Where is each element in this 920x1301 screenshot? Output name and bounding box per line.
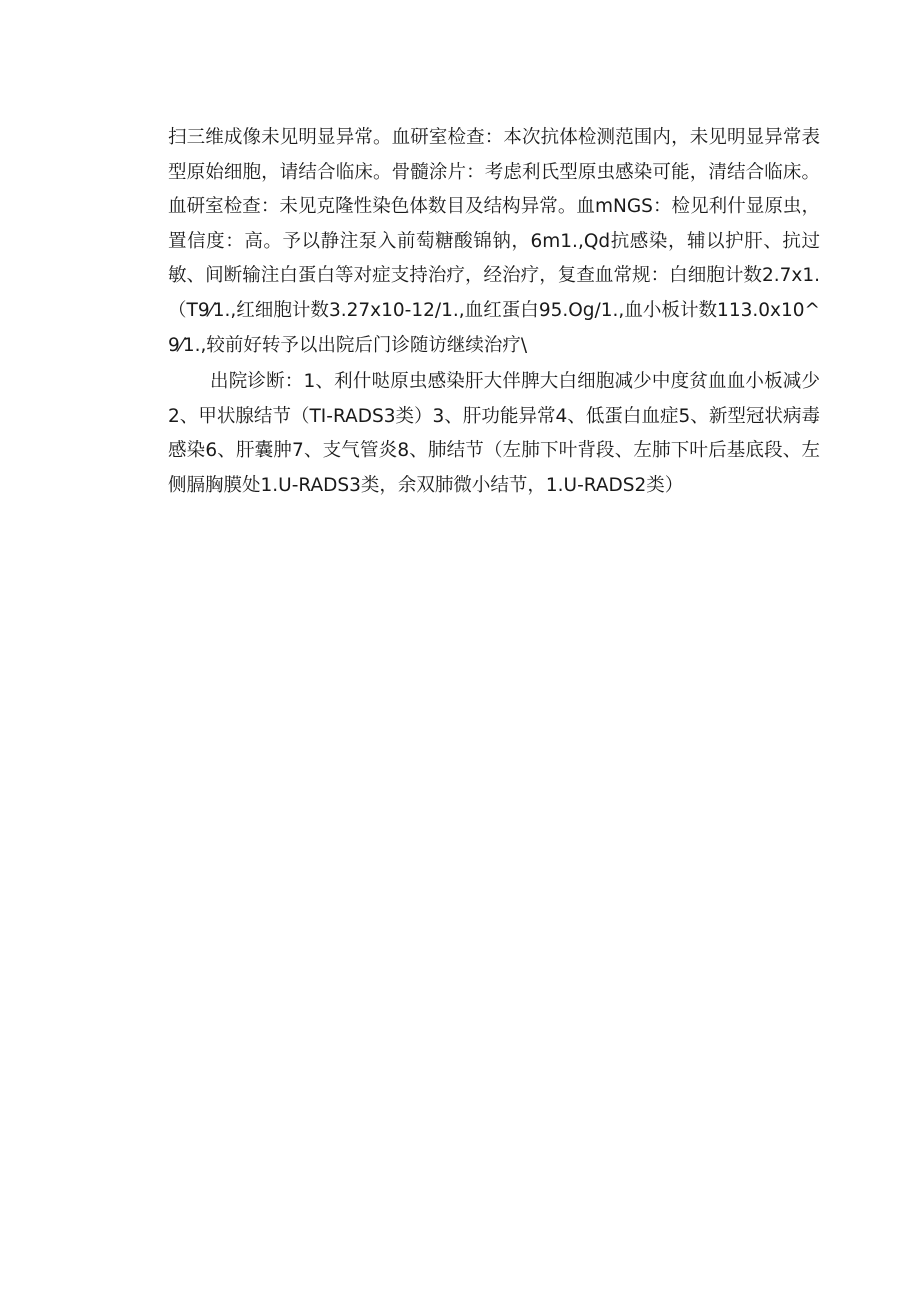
paragraph-treatment-course: 扫三维成像未见明显异常。血研室检查：本次抗体检测范围内，未见明显异常表型原始细胞，请结合临床。骨髓涂片：考虑利氏型原虫感染可能，清结合临床。血研室检查：未见克隆性染色体数目及结构异常。血mNGS：检见利什显原虫，置信度：高。予以静注泵入前萄糖酸锦钠，6m1.,Qd抗感染，辅以护肝、抗过敏、间断输注白蛋白等对症支持治疗，经治疗，复查血常规：白细胞计数2.7x1.（T9⁄1.,红细胞计数3.27x10-12/1.,血红蛋白95.Og/1.,血小板计数113.0x10^9⁄1.,较前好转予以出院后门诊随访继续治疗\ xyxy=(168,127,820,356)
document-body xyxy=(168,121,820,504)
paragraph-discharge-diagnosis: 出院诊断：1、利什哒原虫感染肝大伴脾大白细胞减少中度贫血血小板减少2、甲状腺结节（TI-RADS3类）3、肝功能异常4、低蛋白血症5、新型冠状病毒感染6、肝囊肿7、支气管炎8、肺结节（左肺下叶背段、左肺下叶后基底段、左侧膈胸膜处1.U-RADS3类，余双肺微小结节，1.U-RADS2类） xyxy=(168,371,820,496)
